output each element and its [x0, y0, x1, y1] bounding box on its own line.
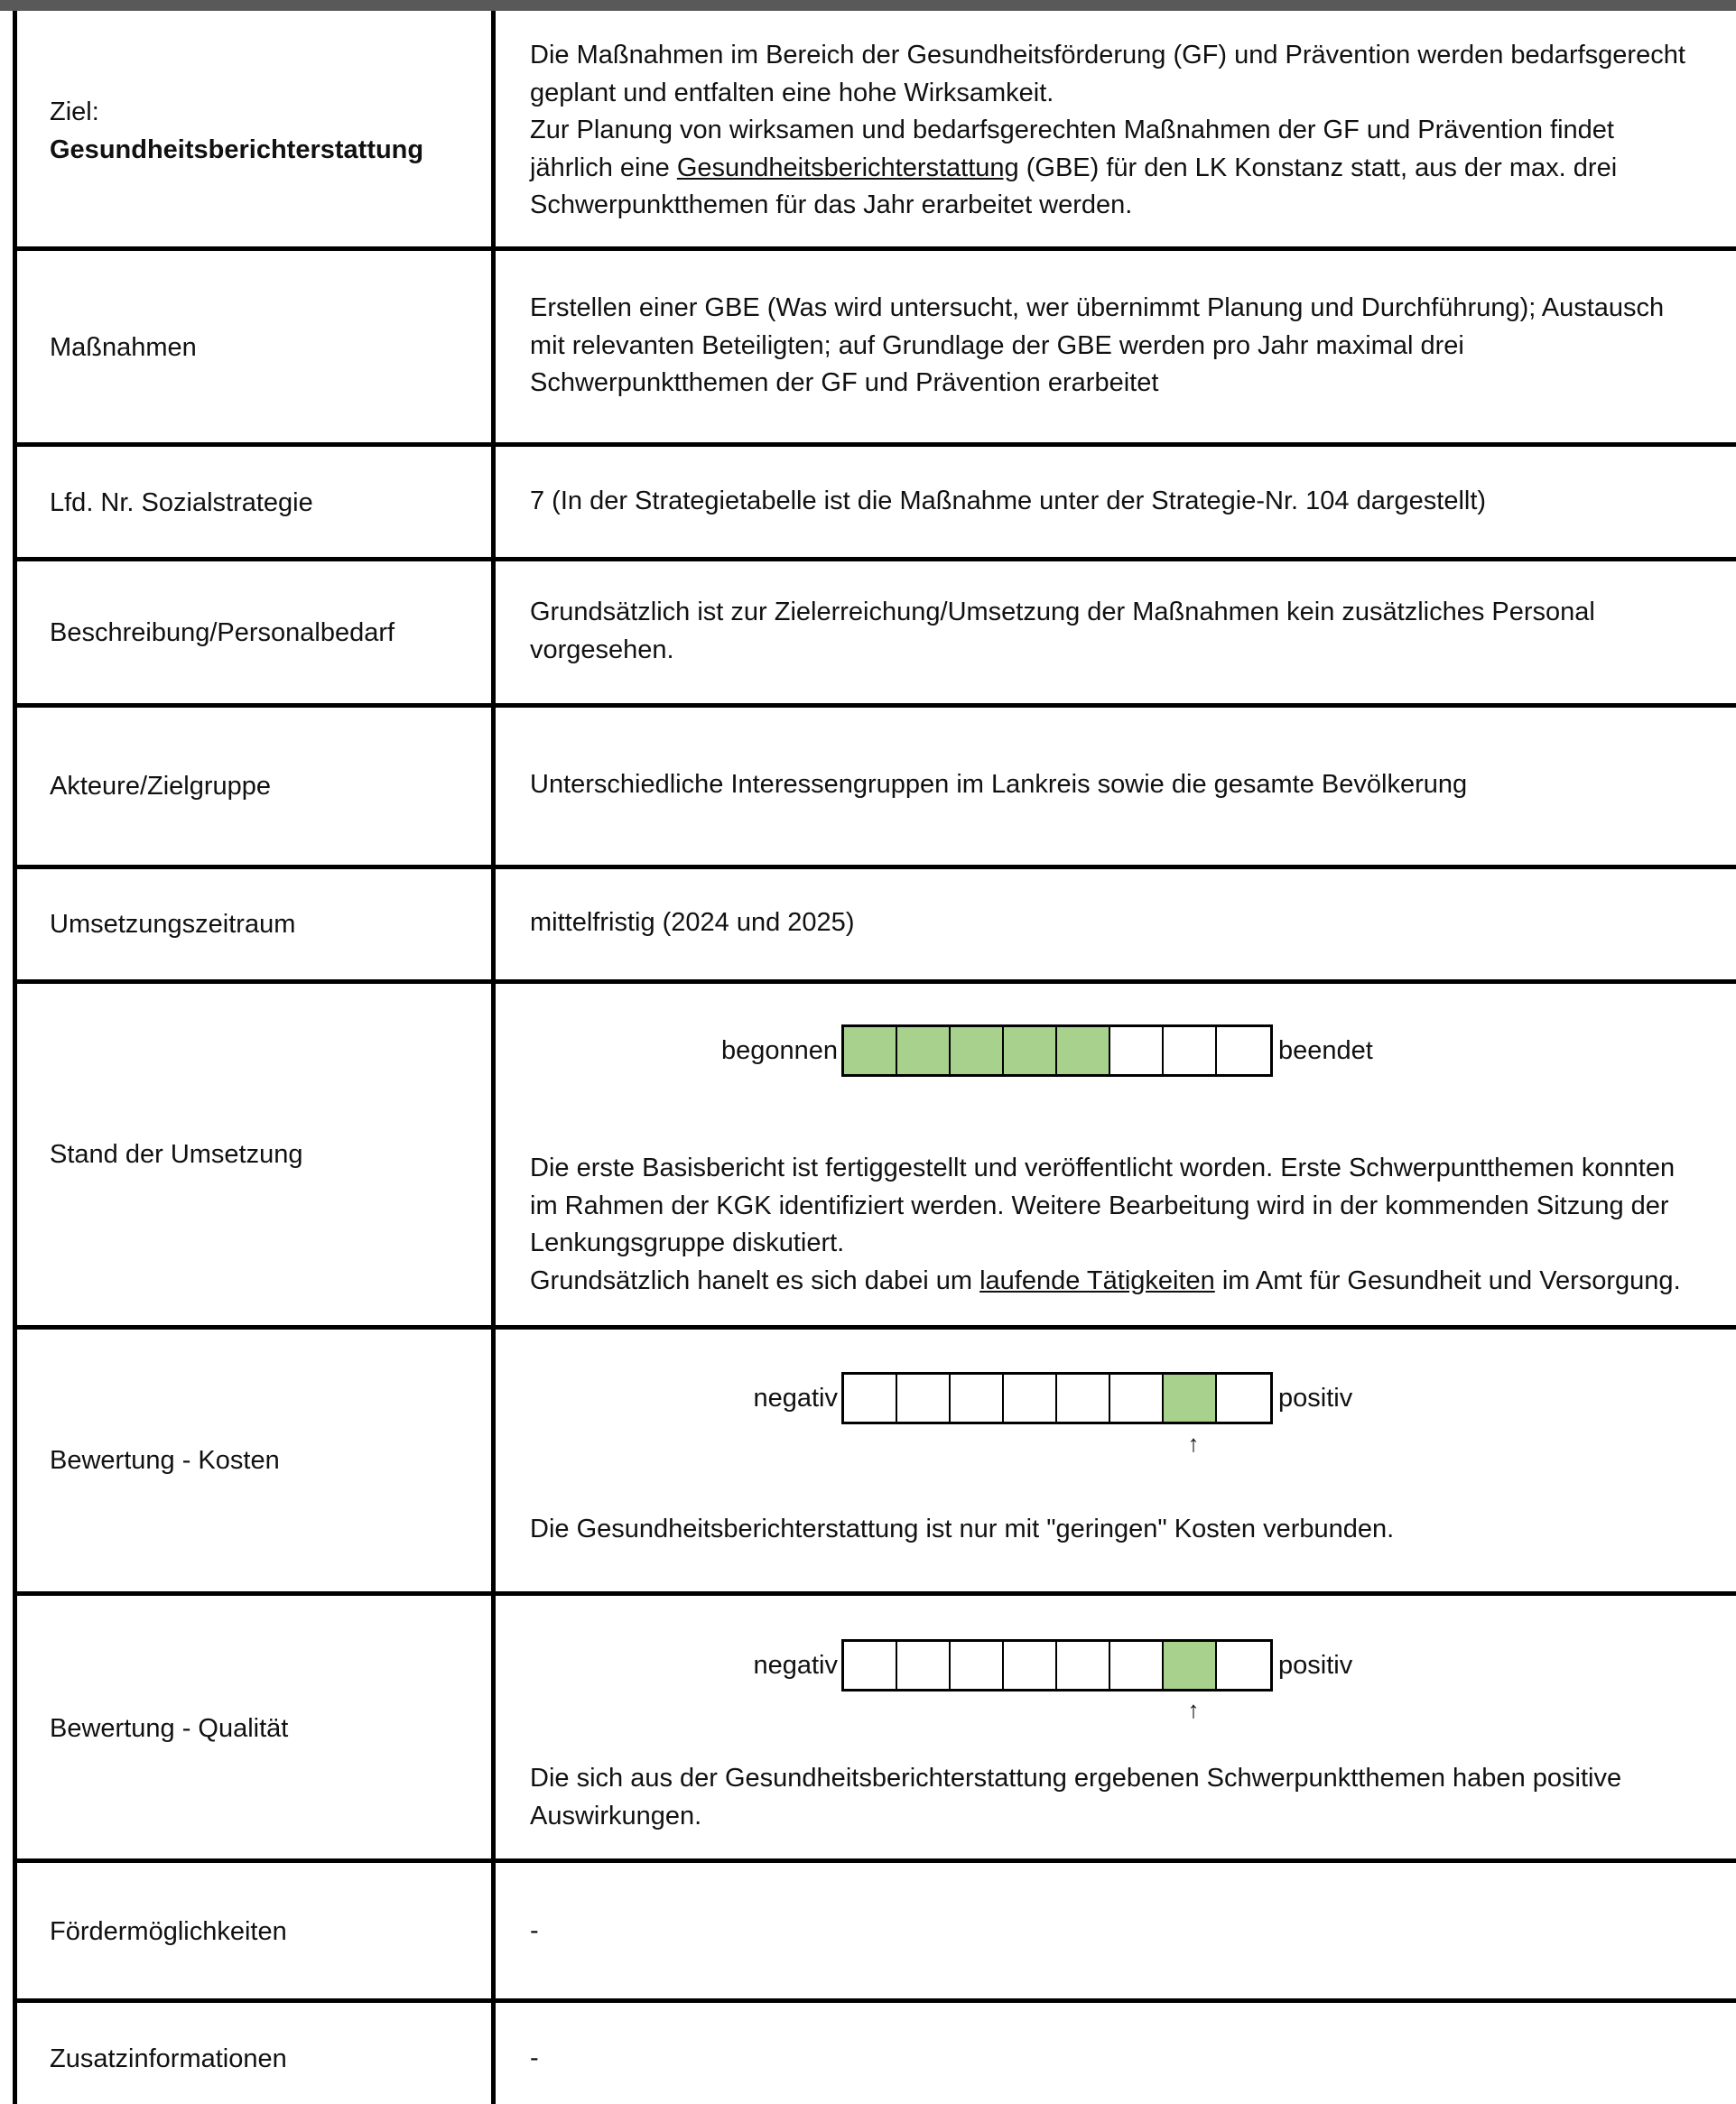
- row-label-qualitaet: Bewertung - Qualität: [50, 1714, 289, 1743]
- text-line: Grundsätzlich ist zur Zielerreichung/Umsetzung der Maßnahmen kein zusätzliches Personal: [530, 598, 1595, 626]
- progress-scale: [720, 1024, 1373, 1077]
- scale-right-label: positiv: [1278, 1650, 1353, 1680]
- text-line: Die sich aus der Gesundheitsberichterstattung ergebenen Schwerpunktthemen haben positive: [530, 1764, 1622, 1793]
- text-line: [530, 150, 1722, 188]
- text-line: mit relevanten Beteiligten; auf Grundlage der GBE werden pro Jahr maximal drei: [530, 330, 1464, 360]
- row-divider: [13, 1998, 1736, 2003]
- scale-cell: [1110, 1642, 1164, 1689]
- row-divider: [13, 1858, 1736, 1863]
- scale-left-label: negativ: [753, 1650, 838, 1680]
- text-line: Auswirkungen.: [530, 1801, 702, 1831]
- text-line: vorgesehen.: [530, 635, 674, 664]
- scale-cell: [844, 1027, 897, 1074]
- row-text-umsetzungszeitraum: mittelfristig (2024 und 2025): [530, 908, 855, 937]
- row-label-umsetzungszeitraum: Umsetzungszeitraum: [50, 910, 296, 939]
- scale-cells: [841, 1024, 1273, 1077]
- scale-cell: [1110, 1027, 1164, 1074]
- scale-left-label: begonnen: [720, 1035, 838, 1065]
- scale-cell: [844, 1375, 897, 1422]
- scale-cell: [1057, 1642, 1110, 1689]
- scale-cell: [951, 1027, 1004, 1074]
- text-line: [530, 1263, 1722, 1301]
- scale-cell: [1164, 1027, 1217, 1074]
- scale-cell: [1164, 1642, 1217, 1689]
- scale-cell: [951, 1642, 1004, 1689]
- row-label-foerder: Fördermöglichkeiten: [50, 1917, 287, 1946]
- scale-marker-arrow-icon: ↑: [1187, 1696, 1200, 1723]
- row-divider: [13, 442, 1736, 447]
- scale-cells: [841, 1639, 1273, 1692]
- row-label-beschreibung: Beschreibung/Personalbedarf: [50, 618, 395, 647]
- scale-cells: [841, 1372, 1273, 1424]
- row-divider: [13, 246, 1736, 251]
- scale-cell: [1217, 1642, 1270, 1689]
- row-divider: [13, 557, 1736, 561]
- scale-cell: [897, 1642, 951, 1689]
- scale-right-label: positiv: [1278, 1383, 1353, 1413]
- row-label-massnahmen: Maßnahmen: [50, 333, 197, 362]
- quality-scale: [720, 1639, 1352, 1692]
- row-text-massnahmen: [530, 290, 1722, 403]
- scale-cell: [897, 1027, 951, 1074]
- text-line: Schwerpunktthemen der GF und Prävention erarbeitet: [530, 368, 1159, 397]
- row-text-foerder: -: [530, 1916, 539, 1945]
- text-line: Schwerpunktthemen für das Jahr erarbeitet werden.: [530, 190, 1133, 219]
- row-label-zusatz: Zusatzinformationen: [50, 2044, 287, 2073]
- table-column-divider: [491, 11, 496, 2104]
- row-text-qualitaet: [530, 1760, 1722, 1835]
- scale-cell: [844, 1642, 897, 1689]
- scale-cell: [1057, 1027, 1110, 1074]
- text-line: Erstellen einer GBE (Was wird untersucht, wer übernimmt Planung und Durchführung); Austausch: [530, 293, 1665, 322]
- scale-marker-arrow-icon: ↑: [1187, 1430, 1200, 1457]
- text-segment: jährlich eine: [530, 153, 677, 182]
- table-left-border: [13, 11, 17, 2104]
- scale-cell: [951, 1375, 1004, 1422]
- text-segment: (GBE) für den LK Konstanz statt, aus der max. drei: [1018, 153, 1618, 182]
- scale-cell: [897, 1375, 951, 1422]
- row-divider: [13, 1591, 1736, 1596]
- row-divider: [13, 703, 1736, 708]
- text-line: Die erste Basisbericht ist fertiggestellt und veröffentlicht worden. Erste Schwerpuntthemen konnten: [530, 1154, 1676, 1182]
- ziel-label-bold: [50, 131, 423, 169]
- scale-right-label: beendet: [1278, 1035, 1373, 1065]
- scale-cell: [1004, 1027, 1057, 1074]
- cost-scale: [720, 1372, 1352, 1424]
- laufende-taetigkeiten-text: laufende Tätigkeiten: [979, 1265, 1215, 1295]
- scale-cell: [1164, 1375, 1217, 1422]
- row-text-kosten: Die Gesundheitsberichterstattung ist nur mit "geringen" Kosten verbunden.: [530, 1515, 1395, 1543]
- scale-cell: [1004, 1642, 1057, 1689]
- row-text-akteure: Unterschiedliche Interessengruppen im Lankreis sowie die gesamte Bevölkerung: [530, 770, 1468, 799]
- ziel-label-prefix: Ziel:: [50, 97, 99, 126]
- ziel-title: Gesundheitsberichterstattung: [50, 135, 424, 164]
- row-text-lfd-nr: 7 (In der Strategietabelle ist die Maßnahme unter der Strategie-Nr. 104 dargestellt): [530, 487, 1487, 515]
- text-line: geplant und entfalten eine hohe Wirksamkeit.: [530, 78, 1054, 107]
- row-label-kosten: Bewertung - Kosten: [50, 1446, 280, 1475]
- row-label-lfd-nr: Lfd. Nr. Sozialstrategie: [50, 488, 313, 517]
- text-line: Lenkungsgruppe diskutiert.: [530, 1228, 845, 1257]
- row-divider: [13, 1325, 1736, 1330]
- row-text-zusatz: -: [530, 2044, 539, 2072]
- row-text-beschreibung: [530, 594, 1722, 669]
- row-divider: [13, 865, 1736, 869]
- scale-cell: [1110, 1375, 1164, 1422]
- row-label-stand: Stand der Umsetzung: [50, 1140, 303, 1169]
- row-text-stand: [530, 1150, 1722, 1300]
- scale-cell: [1004, 1375, 1057, 1422]
- top-bar: [0, 0, 1736, 11]
- scale-cell: [1057, 1375, 1110, 1422]
- scale-cell: [1217, 1375, 1270, 1422]
- text-line: Zur Planung von wirksamen und bedarfsgerechten Maßnahmen der GF und Prävention findet: [530, 116, 1614, 144]
- text-segment: Grundsätzlich hanelt es sich dabei um: [530, 1265, 980, 1295]
- text-line: im Rahmen der KGK identifiziert werden. Weitere Bearbeitung wird in der kommenden Sitzung der: [530, 1191, 1669, 1220]
- text-segment: im Amt für Gesundheit und Versorgung.: [1214, 1265, 1681, 1295]
- scale-left-label: negativ: [753, 1383, 838, 1413]
- text-line: Die Maßnahmen im Bereich der Gesundheitsförderung (GF) und Prävention werden bedarfsgerecht: [530, 41, 1685, 70]
- gbe-link-text: Gesundheitsberichterstattung: [676, 153, 1019, 182]
- row-label-akteure: Akteure/Zielgruppe: [50, 772, 272, 801]
- row-label-ziel: [50, 93, 423, 169]
- scale-cell: [1217, 1027, 1270, 1074]
- row-text-ziel: [530, 37, 1722, 225]
- row-divider: [13, 979, 1736, 984]
